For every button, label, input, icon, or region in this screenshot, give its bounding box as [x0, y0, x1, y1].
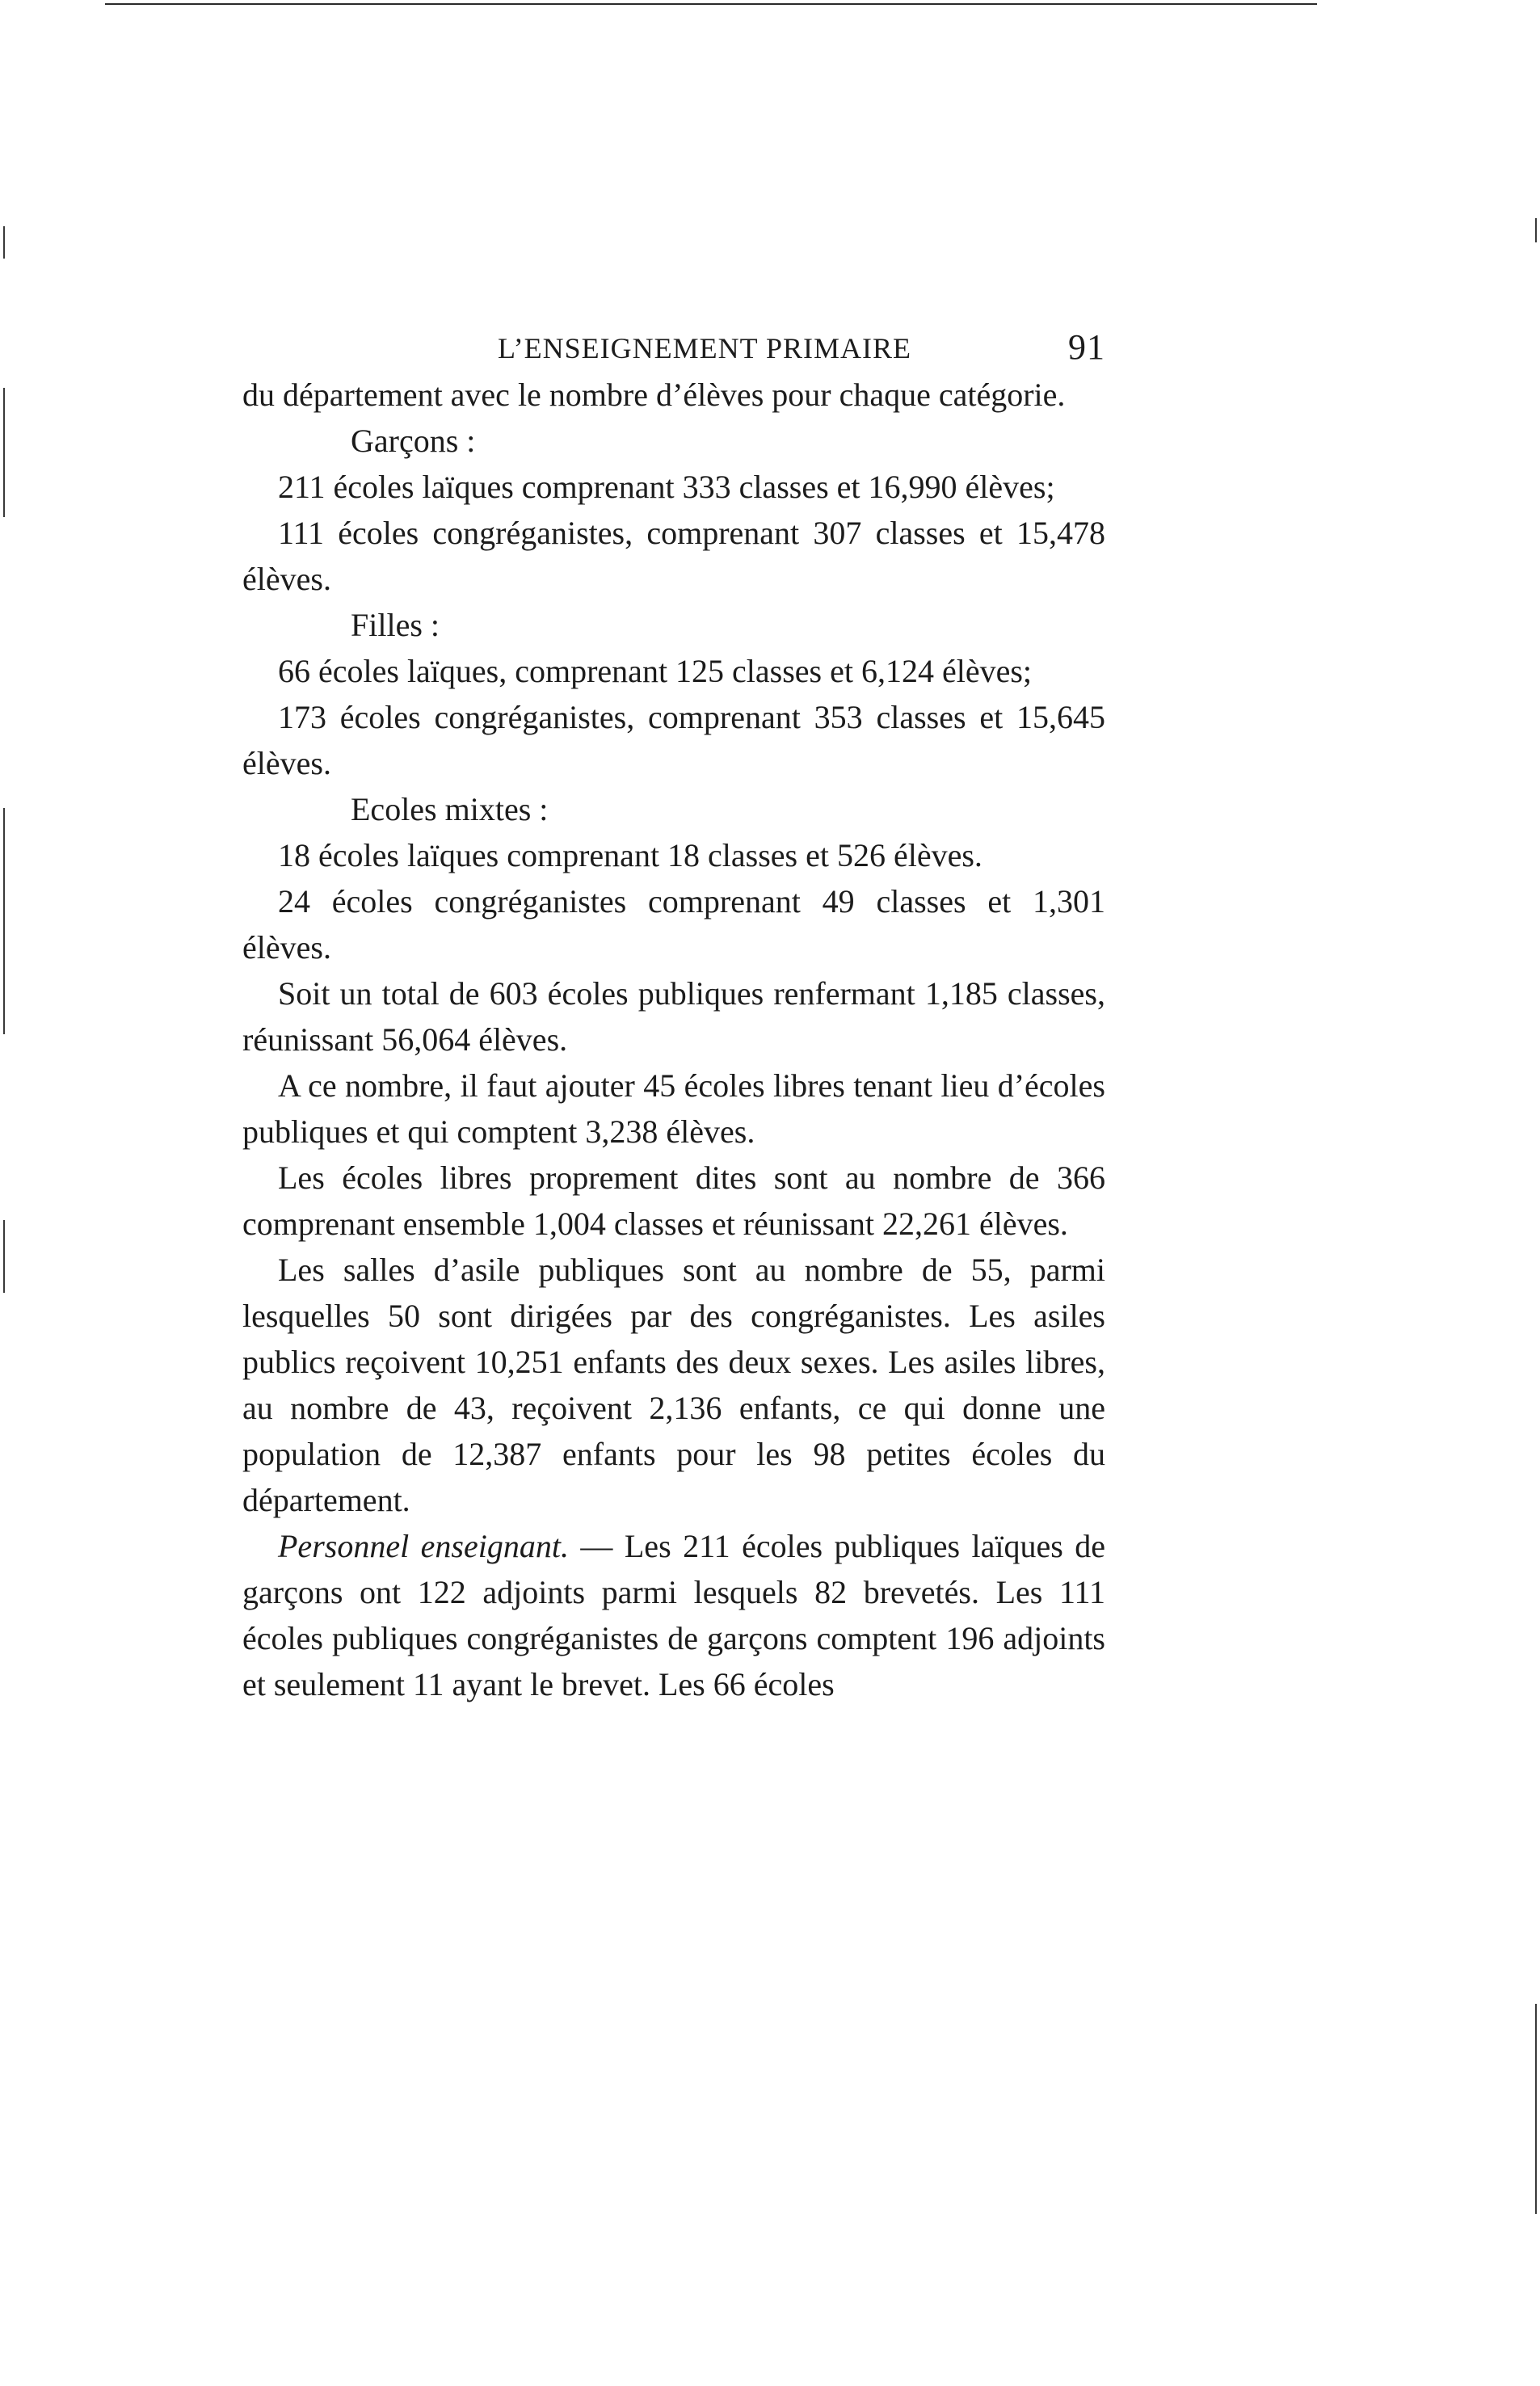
right-edge-mark	[1535, 218, 1537, 242]
running-title: L’ENSEIGNEMENT PRIMAIRE	[498, 332, 912, 364]
left-edge-mark	[3, 388, 5, 517]
left-edge-mark	[3, 226, 5, 259]
personnel-text: — Les 211 écoles publiques laïques de garçons ont 122 adjoints parmi lesquels 82 brevetés. Les 111 écoles publiques congréganistes de garçons comptent 196 adjoints et seulement 11 ayant le brevet. Les 66 écoles	[242, 1528, 1105, 1702]
right-edge-mark	[1535, 2004, 1537, 2214]
section-heading-garcons: Garçons :	[351, 423, 476, 459]
body-text	[242, 372, 1105, 1707]
paragraph: Les écoles libres proprement dites sont au nombre de 366 comprenant ensemble 1,004 classes et réunissant 22,261 élèves.	[242, 1159, 1105, 1242]
paragraph: 18 écoles laïques comprenant 18 classes et 526 élèves.	[278, 837, 982, 873]
paragraph: A ce nombre, il faut ajouter 45 écoles libres tenant lieu d’écoles publiques et qui comptent 3,238 élèves.	[242, 1067, 1105, 1150]
paragraph: 173 écoles congréganistes, comprenant 353 classes et 15,645 élèves.	[242, 699, 1105, 781]
paragraph: du département avec le nombre d’élèves pour chaque catégorie.	[242, 377, 1066, 413]
paragraph: 66 écoles laïques, comprenant 125 classes et 6,124 élèves;	[278, 653, 1033, 689]
page-number: 91	[1068, 327, 1105, 367]
book-page	[242, 323, 1105, 1707]
paragraph: Les salles d’asile publiques sont au nombre de 55, parmi lesquelles 50 sont dirigées par des congréganistes. Les asiles publics reçoivent 10,251 enfants des deux sexes. Les asiles libres, au nombre de 43, reçoivent 2,136 enfants, ce qui donne une population de 12,387 enfants pour les 98 petites écoles du département.	[242, 1252, 1105, 1518]
paragraph-personnel	[242, 1523, 1105, 1707]
left-edge-mark	[3, 808, 5, 1034]
top-edge-rule	[105, 3, 1317, 5]
section-heading-filles: Filles :	[351, 607, 440, 643]
paragraph: 111 écoles congréganistes, comprenant 307 classes et 15,478 élèves.	[242, 515, 1105, 597]
left-edge-mark	[3, 1220, 5, 1293]
paragraph: 211 écoles laïques comprenant 333 classes et 16,990 élèves;	[278, 469, 1055, 505]
running-head	[242, 323, 1105, 372]
paragraph: Soit un total de 603 écoles publiques renfermant 1,185 classes, réunissant 56,064 élèves.	[242, 975, 1105, 1058]
paragraph: 24 écoles congréganistes comprenant 49 classes et 1,301 élèves.	[242, 883, 1105, 966]
personnel-label: Personnel enseignant.	[278, 1528, 569, 1564]
section-heading-mixtes: Ecoles mixtes :	[351, 791, 549, 827]
